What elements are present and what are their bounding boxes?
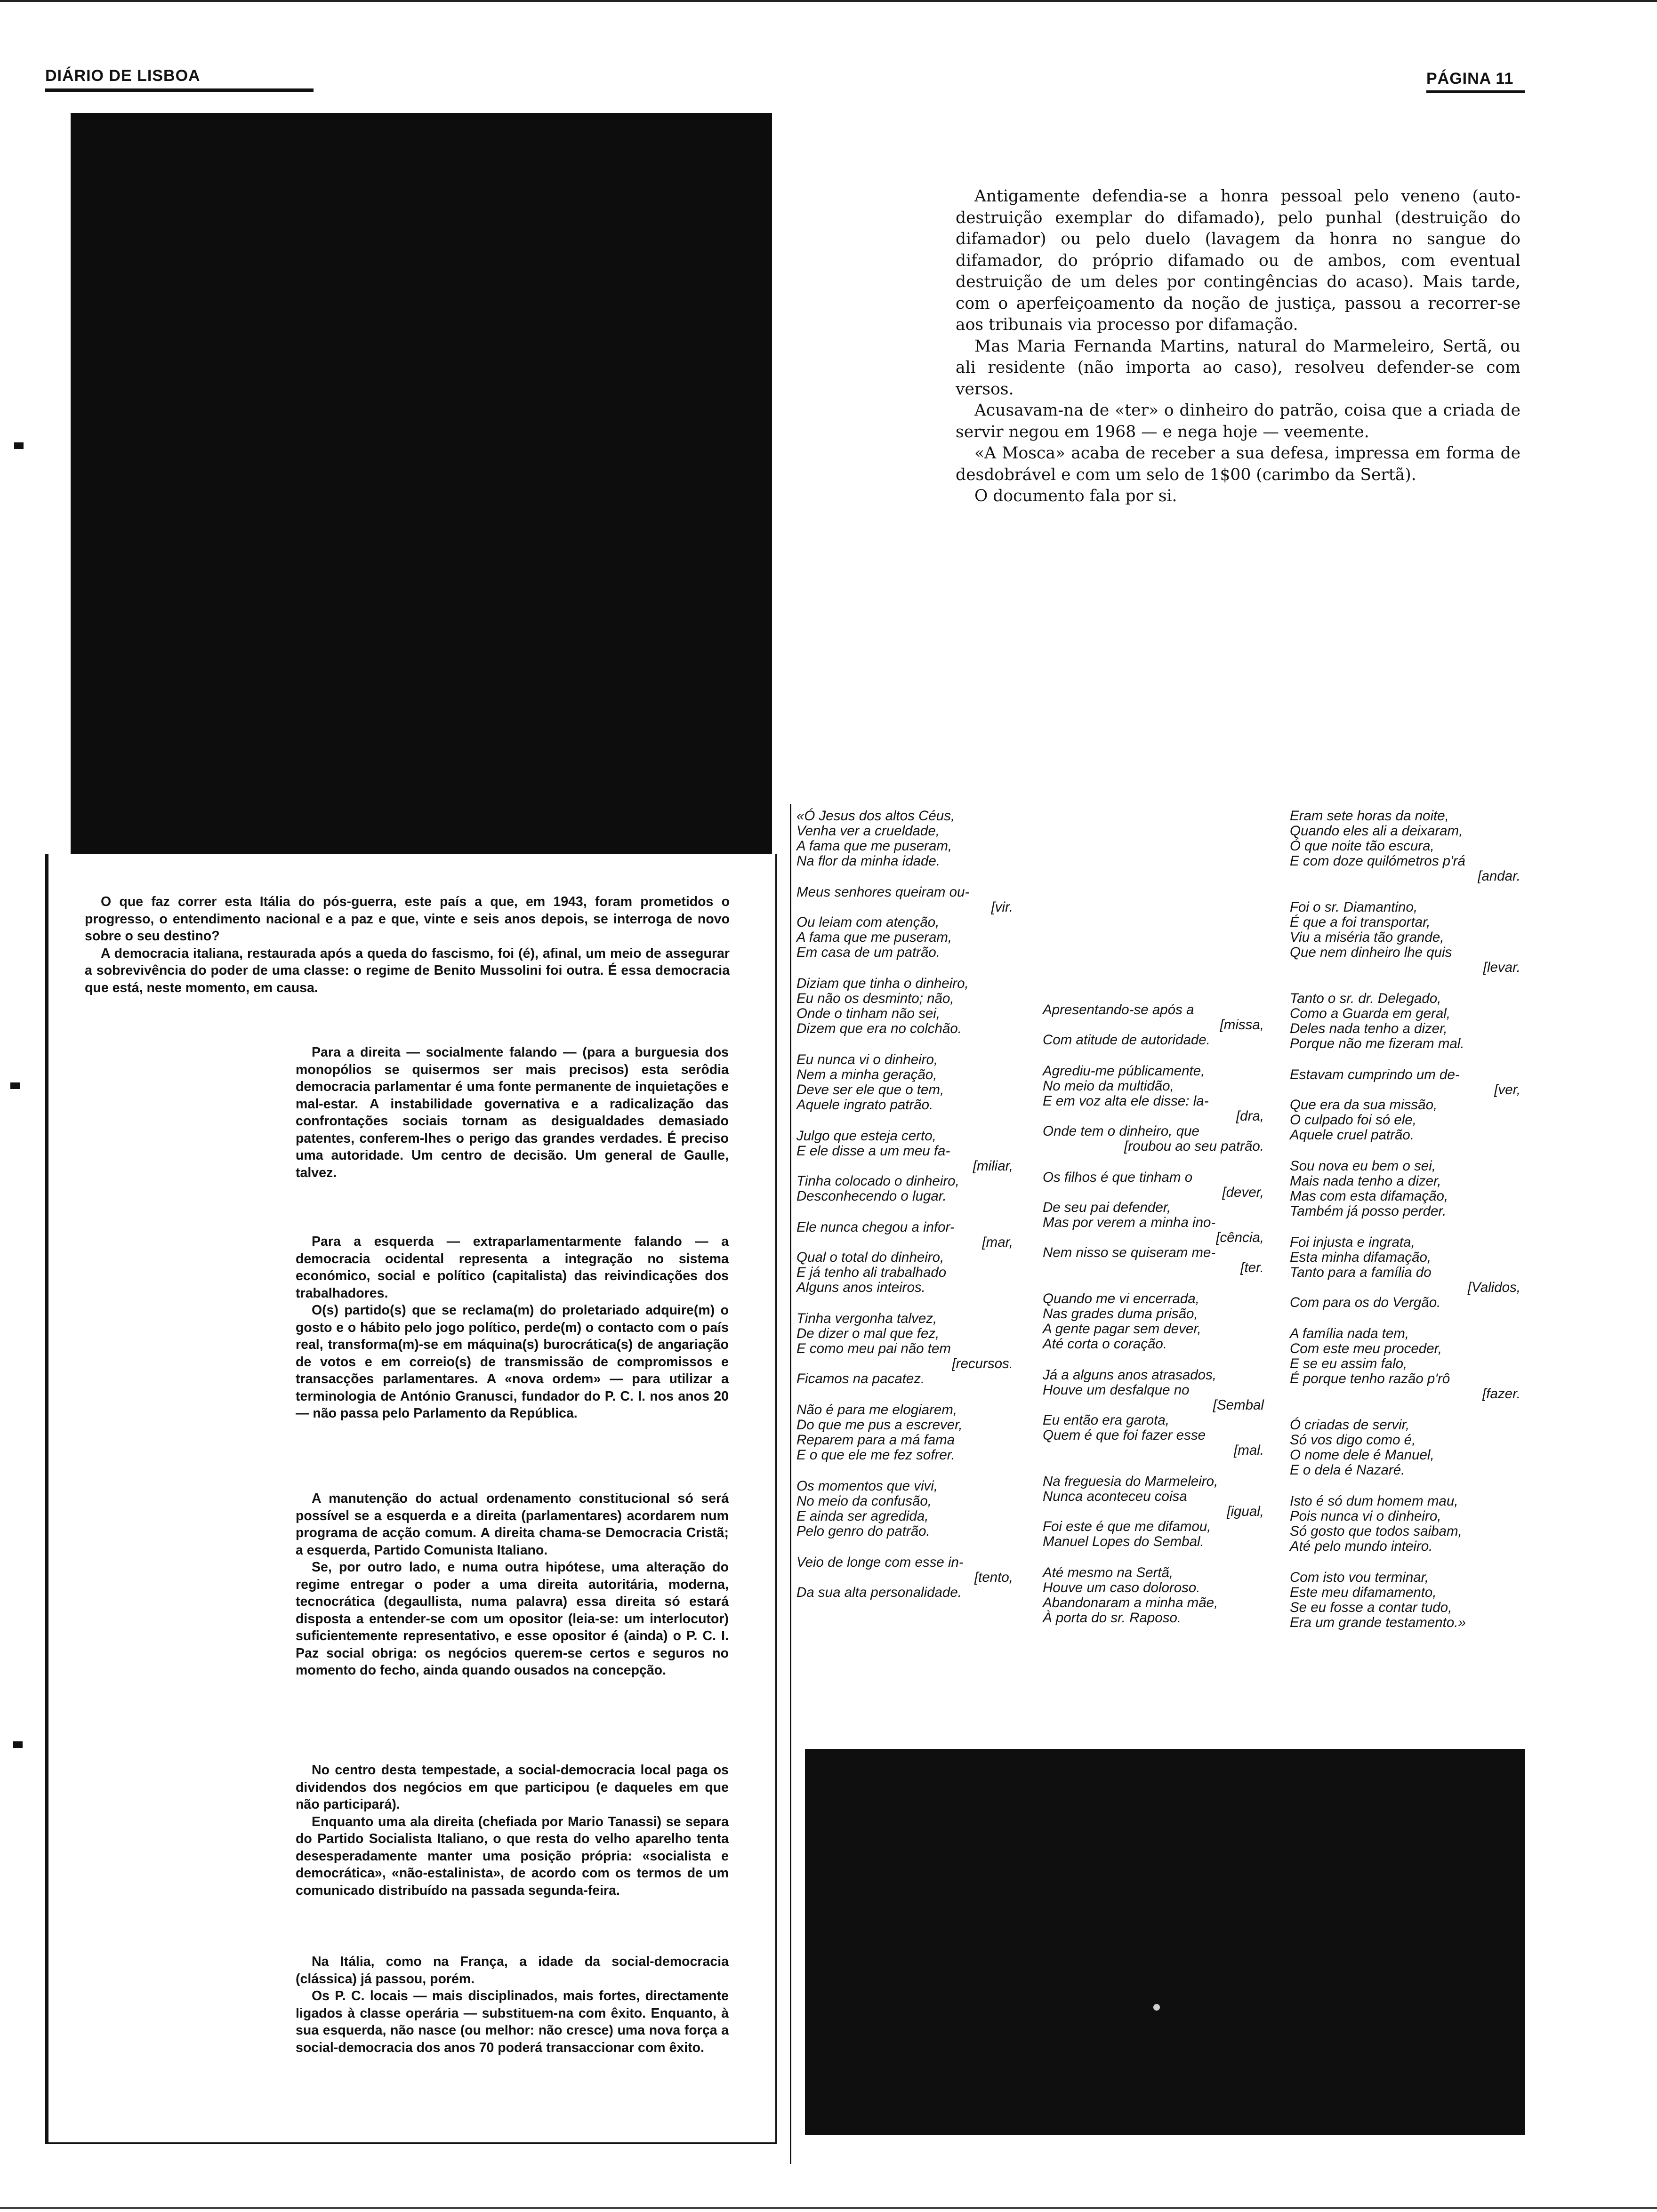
poem-line: Tanto o sr. dr. Delegado, <box>1290 991 1441 1006</box>
poem-line: Venha ver a crueldade, <box>796 823 940 839</box>
poem-line: Eu nunca vi o dinheiro, <box>796 1052 938 1067</box>
poem-line: E ele disse a um meu fa- <box>796 1143 950 1159</box>
poem-line: Deles nada tenho a dizer, <box>1290 1021 1448 1036</box>
poem-line: [levar. <box>1483 960 1520 975</box>
poem-line: Dizem que era no colchão. <box>796 1021 962 1036</box>
poem-line: Mais nada tenho a dizer, <box>1290 1173 1441 1189</box>
poem-line: [Validos, <box>1467 1280 1520 1295</box>
poem-line: Julgo que esteja certo, <box>796 1128 936 1144</box>
poem-line: De dizer o mal que fez, <box>796 1326 940 1341</box>
article-paragraph: O que faz correr esta Itália do pós-guerra, este país a que, em 1943, foram prometidos o progresso, o entendimento nacional e a paz e que, vinte e seis anos depois, se interroga de novo sobre o seu destino? <box>85 894 730 944</box>
poem-line: [cência, <box>1216 1230 1264 1245</box>
top-photograph <box>71 113 772 854</box>
poem-line: Se eu fosse a contar tudo, <box>1290 1600 1452 1615</box>
poem-line: Até pelo mundo inteiro. <box>1290 1539 1433 1554</box>
poem-line: Qual o total do dinheiro, <box>796 1250 944 1265</box>
poem-line: Estavam cumprindo um de- <box>1290 1067 1460 1082</box>
poem-column-1 <box>796 809 1013 1616</box>
poem-line: Manuel Lopes do Sembal. <box>1043 1534 1204 1549</box>
poem-line: Eram sete horas da noite, <box>1290 808 1449 824</box>
poem-stanza <box>1043 1565 1264 1626</box>
poem-line: [igual, <box>1227 1504 1264 1519</box>
intro-paragraph: Mas Maria Fernanda Martins, natural do Marmeleiro, Sertã, ou ali residente (não importa ao caso), resolveu defender-se com versos. <box>956 337 1520 399</box>
poem-line: Onde tem o dinheiro, que <box>1043 1123 1199 1139</box>
poem-line: Nunca aconteceu coisa <box>1043 1489 1187 1504</box>
poem-line: Diziam que tinha o dinheiro, <box>796 976 969 991</box>
poem-line: Aquele ingrato patrão. <box>796 1097 933 1113</box>
poem-line: Na flor da minha idade. <box>796 853 941 869</box>
poem-line: Nem a minha geração, <box>796 1067 937 1082</box>
poem-line: Já a alguns anos atrasados, <box>1043 1367 1216 1383</box>
poem-line: Pois nunca vi o dinheiro, <box>1290 1508 1441 1524</box>
poem-line: À porta do sr. Raposo. <box>1043 1610 1182 1626</box>
article-section-right <box>296 1044 729 1181</box>
poem-line: A fama que me puseram, <box>796 930 952 945</box>
poem-line: Da sua alta personalidade. <box>796 1585 962 1600</box>
poem-line: Do que me pus a escrever, <box>796 1417 963 1433</box>
poem-stanza <box>796 1479 1013 1539</box>
poem-line: Os filhos é que tinham o <box>1043 1170 1193 1185</box>
poem-stanza <box>1043 1170 1264 1275</box>
poem-line: [ver, <box>1494 1082 1520 1098</box>
page-number-rule <box>1426 90 1525 93</box>
poem-line: Abandonaram a minha mãe, <box>1043 1595 1218 1611</box>
poem-line: [miliar, <box>973 1158 1013 1174</box>
article-section-social-democracy <box>296 1762 729 1899</box>
poem-line: Onde o tinham não sei, <box>796 1006 941 1021</box>
poem-line: Ou leiam com atenção, <box>796 914 940 930</box>
poem-line: [mar, <box>982 1234 1013 1250</box>
poem-line: Porque não me fizeram mal. <box>1290 1036 1464 1051</box>
article-paragraph: O(s) partido(s) que se reclama(m) do proletariado adquire(m) o gosto e o hábito pelo jogo político, perde(m) o contacto com o país real, transforma(m)-se em máquina(s) burocrática(s) de angariação de votos e em correio(s) de transmissão de compromissos e transacções parlamentares. A «nova ordem» — para utilizar a terminologia de António Granusci, fundador do P. C. I. nos anos 20 — não passa pelo Parlamento da República. <box>296 1303 729 1421</box>
article-paragraph: Na Itália, como na França, a idade da social-democracia (clássica) já passou, porém. <box>296 1954 729 1987</box>
poem-stanza <box>1290 1494 1520 1554</box>
poem-line: Até corta o coração. <box>1043 1336 1167 1352</box>
poem-stanza <box>1290 900 1520 975</box>
poem-line: Tinha colocado o dinheiro, <box>796 1173 959 1189</box>
poem-line: Esta minha difamação, <box>1290 1250 1432 1265</box>
poem-line: Aquele cruel patrão. <box>1290 1127 1415 1143</box>
poem-line: Ó que noite tão escura, <box>1290 838 1434 854</box>
poem-line: Agrediu-me públicamente, <box>1043 1063 1205 1079</box>
article-lead <box>85 893 730 996</box>
poem-line: [Sembal <box>1213 1397 1264 1413</box>
poem-stanza <box>1290 1326 1520 1402</box>
poem-line: [vir. <box>991 899 1013 915</box>
article-paragraph: A democracia italiana, restaurada após a queda do fascismo, foi (é), afinal, um meio de assegurar a sobrevivência do poder de uma classe: o regime de Benito Mussolini foi outra. É essa democracia que está, neste momento, em causa. <box>85 946 730 995</box>
margin-mark-icon <box>10 1082 20 1089</box>
intro-paragraph: O documento fala por si. <box>974 487 1177 505</box>
poem-stanza <box>1043 1474 1264 1549</box>
article-paragraph: Os P. C. locais — mais disciplinados, mais fortes, directamente ligados à classe operária — substituem-na com êxito. Enquanto, à sua esquerda, não nasce (ou melhor: não cresce) uma nova força a social-democracia dos anos 70 poderá transaccionar com êxito. <box>296 1988 729 2055</box>
page-bottom-rule <box>0 2207 1657 2209</box>
intro-paragraph: «A Mosca» acaba de receber a sua defesa, impressa em forma de desdobrável e com um selo de 1$00 (carimbo da Sertã). <box>956 444 1520 484</box>
poem-line: E o dela é Nazaré. <box>1290 1462 1405 1478</box>
poem-line: Foi este é que me difamou, <box>1043 1519 1211 1534</box>
poem-line: Como a Guarda em geral, <box>1290 1006 1451 1021</box>
article-section-conclusion <box>296 1953 729 2056</box>
column-divider <box>790 804 791 2164</box>
poem-line: Não é para me elogiarem, <box>796 1402 957 1418</box>
poem-line: Em casa de um patrão. <box>796 945 940 960</box>
poem-column-3 <box>1290 809 1520 1646</box>
poem-line: Veio de longe com esse in- <box>796 1555 964 1570</box>
poem-stanza <box>1043 1064 1264 1154</box>
poem-line: [recursos. <box>952 1356 1013 1371</box>
poem-line: Ó criadas de servir, <box>1290 1417 1410 1433</box>
poem-stanza <box>1290 1235 1520 1310</box>
intro-text <box>956 186 1520 507</box>
poem-line: [dever, <box>1222 1185 1264 1200</box>
poem-line: A gente pagar sem dever, <box>1043 1321 1201 1337</box>
margin-arrow-icon <box>14 442 24 449</box>
poem-line: E ainda ser agredida, <box>796 1508 929 1524</box>
article-paragraph: A manutenção do actual ordenamento constitucional só será possível se a esquerda e a direita (parlamentares) acordarem num programa de acção comum. A direita chama-se Democracia Cristã; a esquerda, Partido Comunista Italiano. <box>296 1491 729 1558</box>
poem-line: Com isto vou terminar, <box>1290 1570 1429 1585</box>
poem-stanza <box>1290 991 1520 1051</box>
article-paragraph: Para a direita — socialmente falando — (para a burguesia dos monopólios se quisermos ser mais precisos) esta serôdia democracia parlamentar é uma fonte permanente de inquietações e mal-estar. A instabilidade governativa e a radicalização das confrontações sociais tornam as desigualdades demasiado patentes, conferem-lhes o perigo das grandes verdades. É preciso uma autoridade. Um centro de decisão. Um general de Gaulle, talvez. <box>296 1045 729 1180</box>
poem-line: Só gosto que todos saibam, <box>1290 1523 1462 1539</box>
article-section-left <box>296 1233 729 1422</box>
poem-line: E se eu assim falo, <box>1290 1356 1408 1371</box>
page-top-rule <box>0 0 1657 2</box>
poem-stanza <box>796 976 1013 1036</box>
poem-line: E em voz alta ele disse: la- <box>1043 1093 1209 1109</box>
poem-line: [mal. <box>1234 1443 1264 1458</box>
poem-line: Era um grande testamento.» <box>1290 1615 1466 1630</box>
poem-stanza <box>1290 1570 1520 1630</box>
poem-line: [roubou ao seu patrão. <box>1124 1138 1264 1154</box>
poem-line: Foi o sr. Diamantino, <box>1290 899 1418 915</box>
poem-line: Mas por verem a minha ino- <box>1043 1215 1216 1230</box>
poem-line: Quando me vi encerrada, <box>1043 1291 1199 1306</box>
intro-paragraph: Acusavam-na de «ter» o dinheiro do patrão, coisa que a criada de servir negou em 1968 — e nega hoje — veemente. <box>956 401 1520 441</box>
article-paragraph: No centro desta tempestade, a social-democracia local paga os dividendos dos negócios em que participou (e daqueles em que não participará). <box>296 1763 729 1812</box>
poem-stanza <box>796 1129 1013 1204</box>
poem-line: A família nada tem, <box>1290 1326 1409 1341</box>
poem-line: Até mesmo na Sertã, <box>1043 1565 1174 1580</box>
poem-line: Também já posso perder. <box>1290 1203 1447 1219</box>
poem-line: Apresentando-se após a <box>1043 1002 1194 1018</box>
poem-stanza <box>1290 1159 1520 1219</box>
poem-line: Que era da sua missão, <box>1290 1097 1438 1113</box>
poem-line: [tento, <box>974 1570 1013 1585</box>
poem-line: Este meu difamamento, <box>1290 1585 1437 1600</box>
newspaper-name: DIÁRIO DE LISBOA <box>45 67 201 85</box>
poem-stanza <box>796 885 1013 960</box>
poem-stanza <box>796 1220 1013 1295</box>
poem-line: No meio da confusão, <box>796 1493 932 1509</box>
poem-line: Com para os do Vergão. <box>1290 1295 1441 1310</box>
poem-stanza <box>1290 809 1520 884</box>
poem-stanza <box>796 1555 1013 1600</box>
poem-stanza <box>1043 1368 1264 1458</box>
poem-line: No meio da multidão, <box>1043 1078 1174 1094</box>
poem-line: De seu pai defender, <box>1043 1200 1171 1215</box>
poem-line: Eu não os desminto; não, <box>796 991 954 1006</box>
poem-line: Alguns anos inteiros. <box>796 1280 925 1295</box>
poem-line: Mas com esta difamação, <box>1290 1188 1448 1204</box>
poem-line: Deve ser ele que o tem, <box>796 1082 944 1098</box>
poem-line: Nem nisso se quiseram me- <box>1043 1245 1216 1260</box>
poem-line: «Ó Jesus dos altos Céus, <box>796 808 955 824</box>
poem-line: Sou nova eu bem o sei, <box>1290 1158 1436 1174</box>
poem-stanza <box>796 1052 1013 1113</box>
poem-line: Isto é só dum homem mau, <box>1290 1493 1458 1509</box>
poem-line: Que nem dinheiro lhe quis <box>1290 945 1452 960</box>
poem-stanza <box>1043 1291 1264 1352</box>
poem-line: Tanto para a família do <box>1290 1265 1432 1280</box>
poem-line: Com este meu proceder, <box>1290 1341 1442 1356</box>
poem-line: Tinha vergonha talvez, <box>796 1311 937 1326</box>
poem-line: Ele nunca chegou a infor- <box>796 1219 955 1235</box>
bottom-photograph <box>805 1749 1525 2135</box>
poem-line: [ter. <box>1240 1260 1264 1275</box>
poem-line: Houve um caso doloroso. <box>1043 1580 1200 1595</box>
poem-line: Nas grades duma prisão, <box>1043 1306 1198 1322</box>
poem-line: É porque tenho razão p'rô <box>1290 1371 1450 1387</box>
poem-line: Houve um desfalque no <box>1043 1382 1190 1398</box>
poem-line: Eu então era garota, <box>1043 1412 1169 1428</box>
poem-line: O culpado foi só ele, <box>1290 1112 1416 1128</box>
poem-line: A fama que me puseram, <box>796 838 952 854</box>
article-paragraph: Para a esquerda — extraparlamentarmente falando — a democracia ocidental representa a integração no sistema económico, social e político (capitalista) das reivindicações dos trabalhadores. <box>296 1234 729 1301</box>
article-paragraph: Enquanto uma ala direita (chefiada por Mario Tanassi) se separa do Partido Socialista Italiano, o que resta do velho aparelho tenta desesperadamente manter uma posição própria: «socialista e democrática», «não-estalinista», de acordo com os termos de um comunicado distribuído na passada segunda-feira. <box>296 1814 729 1898</box>
poem-line: Quem é que foi fazer esse <box>1043 1427 1206 1443</box>
poem-line: Desconhecendo o lugar. <box>796 1188 947 1204</box>
poem-line: Reparem para a má fama <box>796 1432 955 1448</box>
poem-line: Os momentos que vivi, <box>796 1478 938 1494</box>
poem-column-2 <box>1043 1002 1264 1642</box>
poem-line: [dra, <box>1236 1108 1264 1124</box>
poem-line: E como meu pai não tem <box>796 1341 951 1356</box>
article-section-constitution <box>296 1490 729 1679</box>
poem-line: Viu a miséria tão grande, <box>1290 930 1444 945</box>
poem-stanza <box>1290 1418 1520 1478</box>
page-number: PÁGINA 11 <box>1426 70 1514 88</box>
poem-line: E o que ele me fez sofrer. <box>796 1447 955 1463</box>
margin-mark-icon <box>13 1741 23 1748</box>
poem-line: Com atitude de autoridade. <box>1043 1032 1210 1048</box>
poem-line: Pelo genro do patrão. <box>796 1523 930 1539</box>
intro-paragraph: Antigamente defendia-se a honra pessoal pelo veneno (auto-destruição exemplar do difamado), pelo punhal (destruição do difamador) ou pelo duelo (lavagem da honra no sangue do difamador, do próprio difamado ou de ambos, com eventual destruição de um deles por contingências do acaso). Mais tarde, com o aperfeiçoamento da noção de justiça, passou a recorrer-se aos tribunais via processo por difamação. <box>956 187 1520 334</box>
photo-light-spot <box>1153 2004 1160 2011</box>
poem-stanza <box>796 1311 1013 1387</box>
newspaper-name-rule <box>45 88 314 92</box>
poem-line: [fazer. <box>1482 1386 1520 1402</box>
poem-line: Meus senhores queiram ou- <box>796 884 970 900</box>
poem-line: E já tenho ali trabalhado <box>796 1265 947 1280</box>
poem-line: Ficamos na pacatez. <box>796 1371 925 1387</box>
poem-line: Foi injusta e ingrata, <box>1290 1234 1415 1250</box>
poem-line: Na freguesia do Marmeleiro, <box>1043 1474 1218 1489</box>
poem-line: Quando eles ali a deixaram, <box>1290 823 1463 839</box>
poem-line: Só vos digo como é, <box>1290 1432 1416 1448</box>
poem-stanza <box>1290 1067 1520 1143</box>
poem-stanza <box>796 1403 1013 1463</box>
article-paragraph: Se, por outro lado, e numa outra hipótese, uma alteração do regime entregar o poder a uma direita autoritária, moderna, tecnocrática (degaullista, numa palavra) essa direita só estará disposta a entender-se com um opositor (leia-se: um interlocutor) suficientemente representativo, e esse opositor é (ainda) o P. C. I. Paz social obriga: os negócios querem-se certos e seguros no momento do fecho, ainda quando ousados na concepção. <box>296 1560 729 1678</box>
poem-line: O nome dele é Manuel, <box>1290 1447 1434 1463</box>
poem-line: É que a foi transportar, <box>1290 914 1431 930</box>
poem-line: E com doze quilómetros p'rá <box>1290 853 1465 869</box>
poem-stanza <box>796 809 1013 869</box>
poem-line: [missa, <box>1220 1017 1264 1033</box>
poem-stanza <box>1043 1002 1264 1048</box>
poem-line: [andar. <box>1478 868 1520 884</box>
